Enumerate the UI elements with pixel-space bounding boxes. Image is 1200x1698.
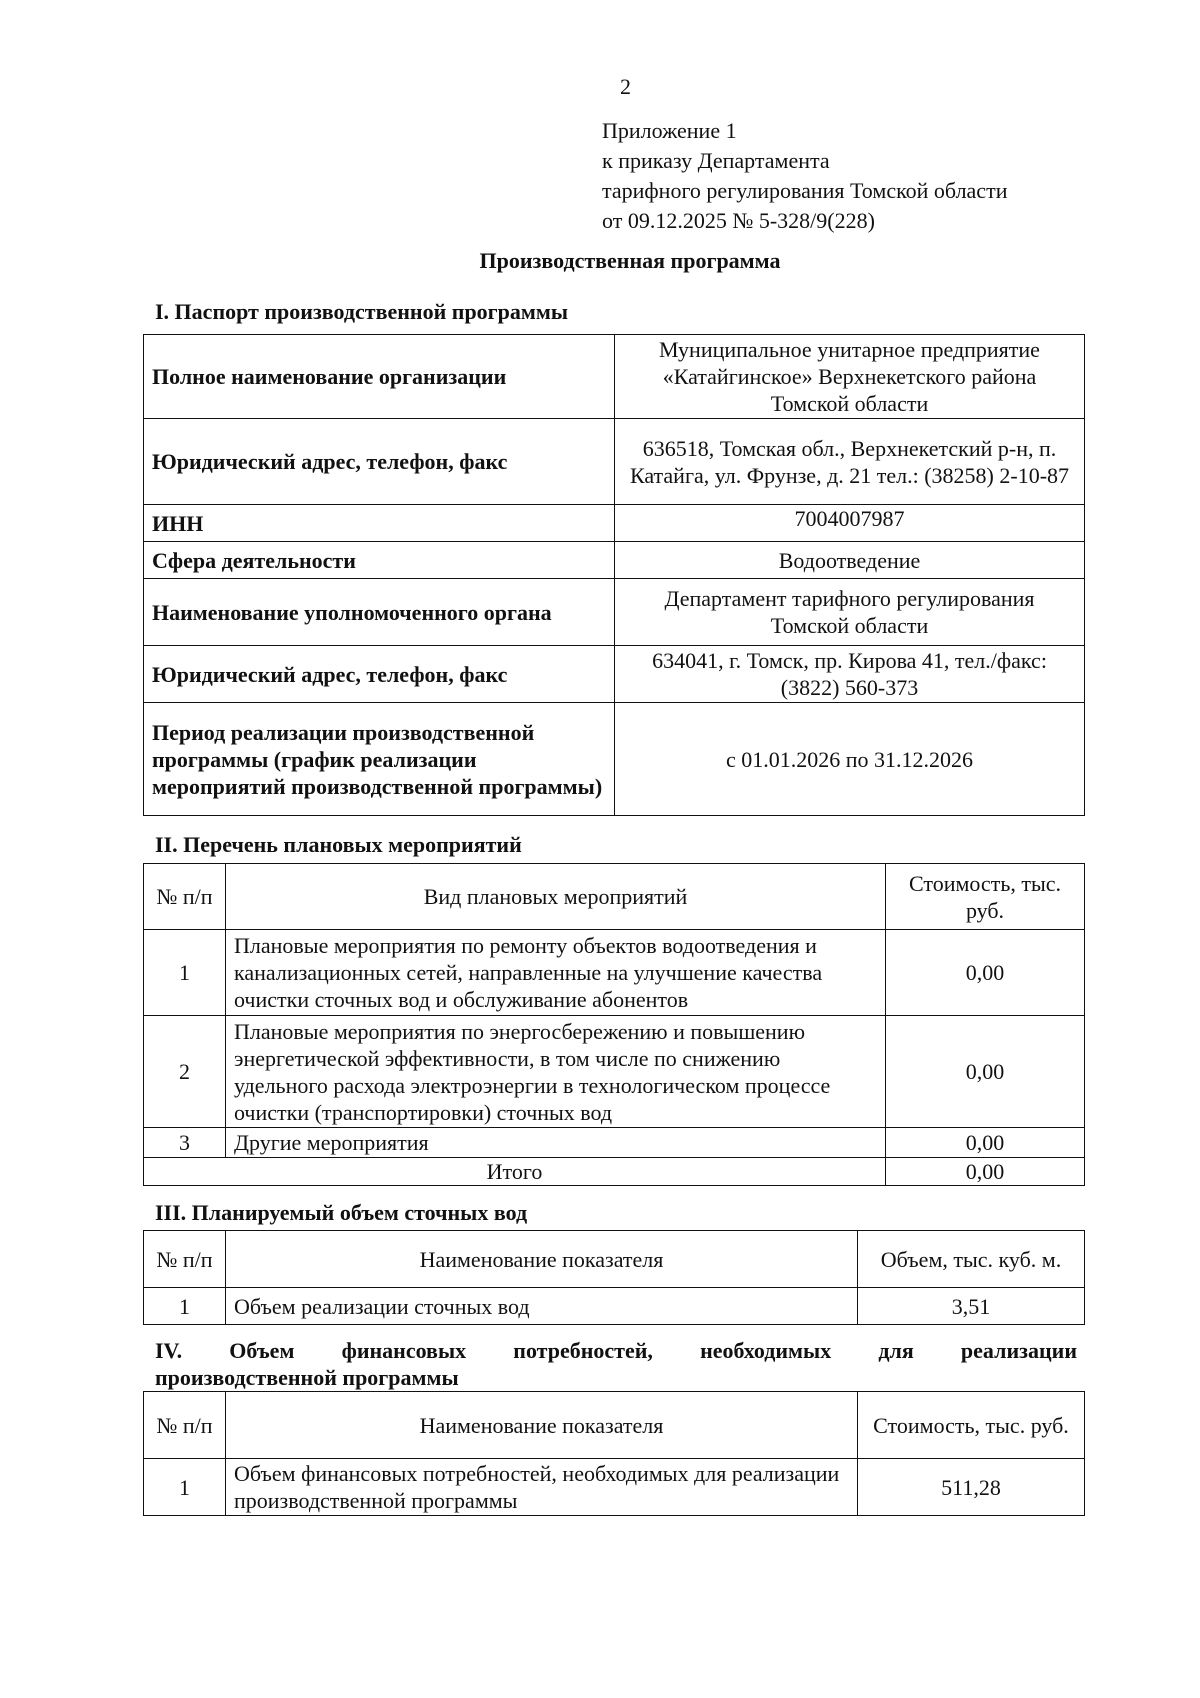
row-label: Период реализации производственной программы (график реализации мероприятий производственной программы) [144,703,615,816]
section-1-heading: I. Паспорт производственной программы [155,299,569,324]
row-number: 1 [144,1459,226,1516]
row-value: 3,51 [858,1288,1085,1325]
row-name: Плановые мероприятия по ремонту объектов водоотведения и канализационных сетей, направленные на улучшение качества очистки сточных вод и обслуживание абонентов [226,930,886,1016]
row-label: Наименование уполномоченного органа [144,579,615,646]
row-number: 1 [144,1288,226,1325]
row-cost: 0,00 [886,1128,1085,1158]
row-label: Сфера деятельности [144,542,615,579]
column-header: Вид плановых мероприятий [226,864,886,930]
column-header: № п/п [144,864,226,930]
section-3-heading: III. Планируемый объем сточных вод [155,1200,528,1225]
table-row [144,542,1085,579]
total-value: 0,00 [886,1158,1085,1186]
appendix-block [602,116,1007,236]
appendix-line: тарифного регулирования Томской области [602,178,1008,203]
passport-table [143,334,1085,816]
row-value: Департамент тарифного регулирования Томской области [615,579,1085,646]
table-row [144,579,1085,646]
row-label: Юридический адрес, телефон, факс [144,646,615,703]
row-name: Другие мероприятия [226,1128,886,1158]
row-name: Объем реализации сточных вод [226,1288,858,1325]
column-header: Стоимость, тыс. руб. [858,1392,1085,1459]
section-2-heading: II. Перечень плановых мероприятий [155,832,522,857]
column-header: № п/п [144,1392,226,1459]
page-number: 2 [620,74,631,99]
row-cost: 0,00 [886,1016,1085,1128]
table-header-row [144,864,1085,930]
activities-table [143,863,1085,1186]
table-header-row [144,1392,1085,1459]
volume-table [143,1230,1085,1325]
table-row [144,1016,1085,1128]
total-row [144,1158,1085,1186]
column-header: Объем, тыс. куб. м. [858,1231,1085,1288]
table-row [144,335,1085,419]
row-cost: 0,00 [886,930,1085,1016]
column-header: Стоимость, тыс. руб. [886,864,1085,930]
table-row [144,1288,1085,1325]
column-header: Наименование показателя [226,1392,858,1459]
row-value: 511,28 [858,1459,1085,1516]
row-label: Полное наименование организации [144,335,615,419]
document-title: Производственная программа [479,248,781,273]
table-row [144,646,1085,703]
table-row [144,419,1085,505]
column-header: Наименование показателя [226,1231,858,1288]
row-name: Объем финансовых потребностей, необходимых для реализации производственной программы [226,1459,858,1516]
row-value: Водоотведение [615,542,1085,579]
appendix-line: Приложение 1 [602,118,737,143]
row-number: 3 [144,1128,226,1158]
appendix-line: к приказу Департамента [602,148,830,173]
row-value: 7004007987 [615,505,1085,542]
total-label: Итого [144,1158,886,1186]
row-label: Юридический адрес, телефон, факс [144,419,615,505]
financial-table [143,1391,1085,1516]
table-row [144,930,1085,1016]
row-value: Муниципальное унитарное предприятие «Катайгинское» Верхнекетского района Томской области [615,335,1085,419]
section-4-heading [155,1337,1077,1365]
section-4-heading-line: производственной программы [155,1365,459,1390]
column-header: № п/п [144,1231,226,1288]
row-name: Плановые мероприятия по энергосбережению и повышению энергетической эффективности, в том числе по снижению удельного расхода электроэнергии в технологическом процессе очистки (транспортировки) сточных вод [226,1016,886,1128]
table-row [144,1128,1085,1158]
row-value: 634041, г. Томск, пр. Кирова 41, тел./факс: (3822) 560-373 [615,646,1085,703]
appendix-line: от 09.12.2025 № 5-328/9(228) [602,208,875,233]
table-row [144,505,1085,542]
row-value: 636518, Томская обл., Верхнекетский р-н, п. Катайга, ул. Фрунзе, д. 21 тел.: (38258) 2-10-87 [615,419,1085,505]
row-number: 1 [144,930,226,1016]
table-header-row [144,1231,1085,1288]
table-row [144,703,1085,816]
row-number: 2 [144,1016,226,1128]
section-4-heading-line: IV. Объем финансовых потребностей, необходимых для реализации [155,1338,1077,1363]
table-row [144,1459,1085,1516]
row-label: ИНН [144,505,615,542]
row-value: с 01.01.2026 по 31.12.2026 [615,703,1085,816]
